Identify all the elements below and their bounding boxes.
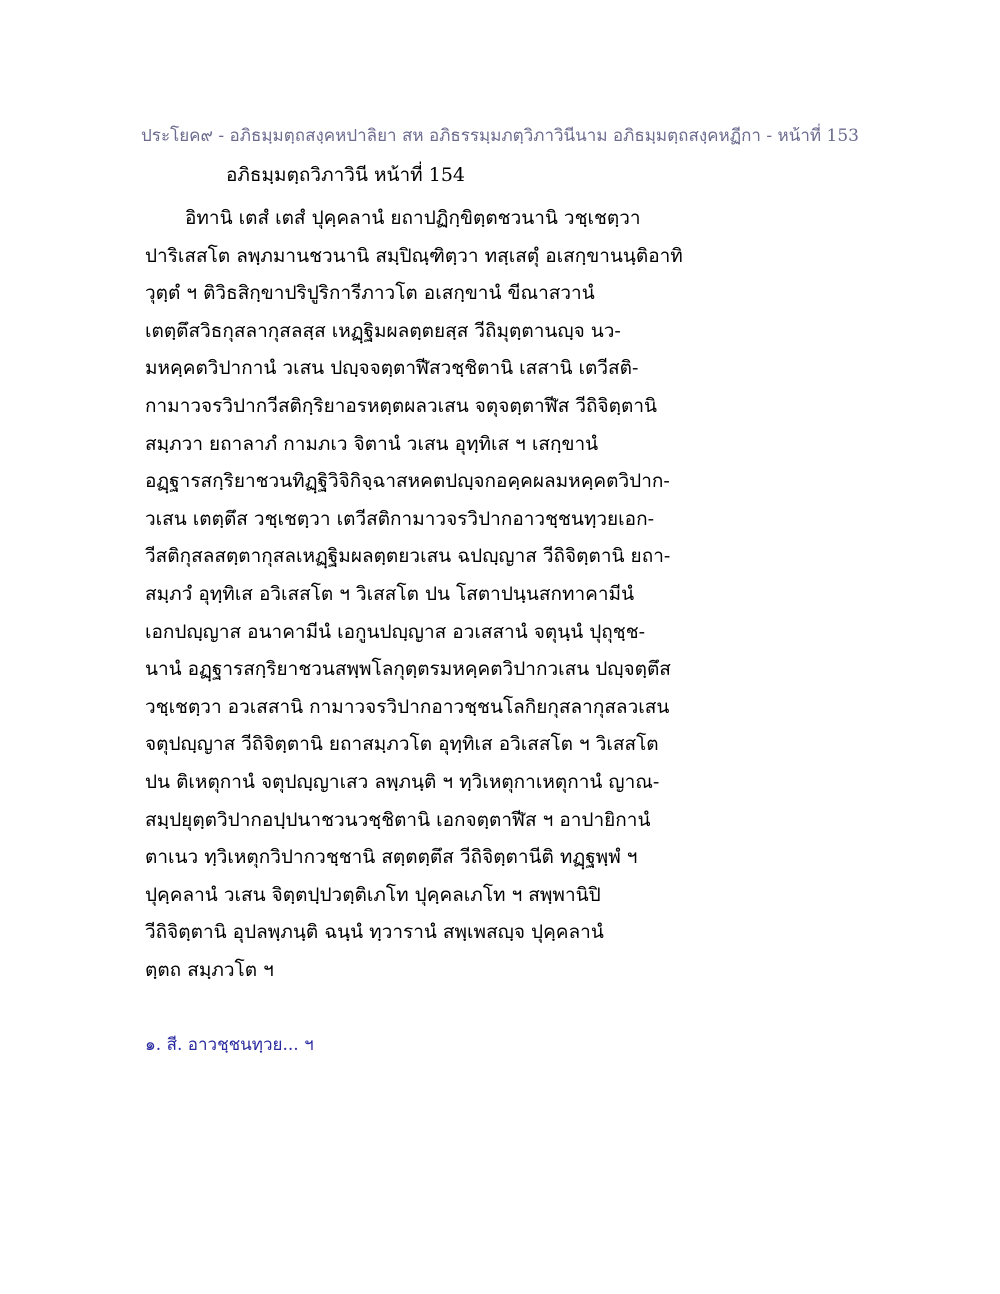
text-line: ปุคฺคลานํ วเสน จิตฺตปฺปวตฺติเภโท ปุคฺคลเภโท ฯ สพฺพานิปิ — [145, 883, 601, 906]
footnote: ๑. สี. อาวชฺชนทฺวย... ฯ — [145, 1035, 314, 1055]
text-line: วเสน เตตฺตึส วชฺเชตฺวา เตวีสติกามาวจรวิปากอาวชฺชนทฺวยเอก- — [145, 507, 655, 530]
text-line: กามาวจรวิปากวีสติกฺริยาอรหตฺตผลวเสน จตุจตฺตาฬีส วีถิจิตฺตานิ — [145, 394, 657, 417]
text-line: เอกปญฺญาส อนาคามีนํ เอกูนปญฺญาส อวเสสานํ จตุนฺนํ ปุถุชฺช- — [145, 620, 646, 643]
text-line: วีสติกุสลสตฺตากุสลเหฏฺฐิมผลตฺตยวเสน ฉปญฺญาส วีถิจิตฺตานิ ยถา- — [145, 545, 671, 568]
body-text — [145, 200, 705, 989]
text-line: สมฺภวา ยถาลาภํ กามภเว จิตานํ วเสน อุทฺทิเส ฯ เสกฺขานํ — [145, 432, 599, 455]
text-line: เตตฺตึสวิธกุสลากุสลสฺส เหฏฺฐิมผลตฺตยสฺส วีถิมุตฺตานญฺจ นว- — [145, 319, 621, 342]
text-line: วชฺเชตฺวา อวเสสานิ กามาวจรวิปากอาวชฺชนโลกิยกุสลากุสลวเสน — [145, 695, 670, 718]
text-line: มหคฺคตวิปากานํ วเสน ปญฺจจตฺตาฬีสวชฺชิตานิ เสสานิ เตวีสติ- — [145, 357, 639, 380]
page-heading: อภิธมฺมตฺถวิภาวินี หน้าที่ 154 — [226, 164, 465, 186]
running-header: ประโยค๙ - อภิธมฺมตฺถสงฺคหปาลิยา สห อภิธรรมฺมภตฺวิภาวินีนาม อภิธมฺมตฺถสงฺคหฏีกา - หน้าที่ 153 — [141, 126, 859, 146]
text-line: นานํ อฏฺฐารสกฺริยาชวนสพฺพโลกุตฺตรมหคฺคตวิปากวเสน ปญฺจตฺตึส — [145, 658, 671, 681]
text-line: สมฺปยุตฺตวิปากอปฺปนาชวนวชฺชิตานิ เอกจตฺตาฬีส ฯ อาปายิกานํ — [145, 808, 651, 831]
text-line: วุตฺตํ ฯ ติวิธสิกฺขาปริปูริการีภาวโต อเสกฺขานํ ขีณาสวานํ — [145, 282, 595, 305]
text-line: ปน ติเหตุกานํ จตุปญฺญาเสว ลพฺภนฺติ ฯ ทฺวิเหตุกาเหตุกานํ ญาณ- — [145, 770, 660, 793]
text-line: ตาเนว ทฺวิเหตุกวิปากวชฺชานิ สตฺตตฺตึส วีถิจิตฺตานีติ ทฏฺฐพฺพํ ฯ — [145, 846, 638, 869]
text-line: สมฺภวํ อุทฺทิเส อวิเสสโต ฯ วิเสสโต ปน โสตาปนฺนสกทาคามีนํ — [145, 582, 635, 605]
text-line: วีถิจิตฺตานิ อุปลพฺภนฺติ ฉนฺนํ ทฺวารานํ สพฺเพสญฺจ ปุคฺคลานํ — [145, 921, 604, 944]
text-line: จตุปญฺญาส วีถิจิตฺตานิ ยถาสมฺภวโต อุทฺทิเส อวิเสสโต ฯ วิเสสโต — [145, 733, 659, 756]
text-line: อิทานิ เตสํ เตสํ ปุคฺคลานํ ยถาปฏิกฺขิตฺตชวนานิ วชฺเชตฺวา — [185, 207, 641, 229]
text-line: อฏฺฐารสกฺริยาชวนทิฏฺฐิวิจิกิจฺฉาสหคตปญฺจกอคฺคผลมหคฺคตวิปาก- — [145, 470, 670, 493]
text-line: ปาริเสสโต ลพฺภมานชวนานิ สมฺปิณฺฑิตฺวา ทสฺเสตุํ อเสกฺขานนฺติอาทิ — [145, 244, 683, 267]
text-line: ตฺตถ สมฺภวโต ฯ — [145, 958, 274, 981]
